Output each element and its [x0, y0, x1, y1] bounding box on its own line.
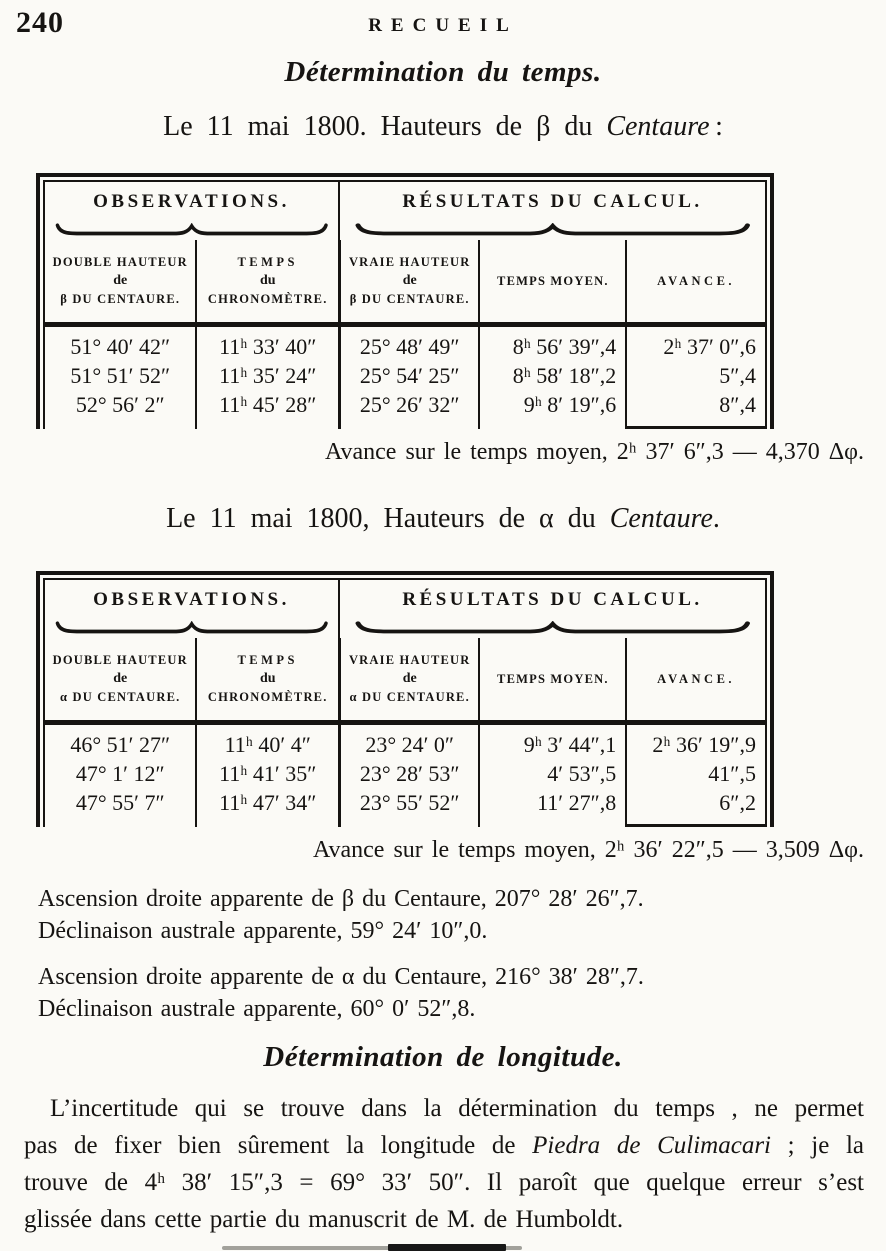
paragraph-line: trouve de 4ʰ 38′ 15″,3 = 69° 33′ 50″. Il paroît que quelque erreur s’est	[24, 1169, 864, 1196]
table-column	[478, 327, 625, 429]
caption-star-name: Centaure	[609, 503, 713, 534]
table-cell: 9ʰ 3′ 44″,1	[523, 732, 617, 757]
table-column	[338, 327, 478, 429]
cutoff-next-line-mark	[388, 1244, 506, 1251]
paragraph-line: pas de fixer bien sûrement la longitude de Piedra de Culimacari ; je la	[24, 1132, 865, 1159]
table-cell: 6″,2	[719, 790, 756, 815]
table-column	[338, 725, 478, 827]
table-cell: 11ʰ 35′ 24″	[219, 363, 317, 388]
table-column	[195, 725, 338, 827]
paragraph-line: glissée dans cette partie du manuscrit de M. de Humboldt.	[24, 1206, 624, 1233]
caption-text: .	[712, 503, 720, 534]
table-cell: 51° 40′ 42″	[70, 334, 171, 359]
column-header-avance: AVANCE.	[625, 240, 765, 322]
table-cell: 2ʰ 37′ 0″,6	[663, 334, 756, 359]
column-header-temps-moyen: TEMPS MOYEN.	[478, 240, 625, 322]
section-heading-time: Détermination du temps.	[284, 56, 602, 88]
group-header-observations: OBSERVATIONS.	[93, 191, 290, 212]
star-positions	[38, 883, 886, 1025]
table-cell: 11ʰ 45′ 28″	[219, 392, 317, 417]
column-header-double-hauteur: DOUBLE HAUTEUR de α DU CENTAURE.	[52, 653, 188, 704]
column-header-vraie-hauteur: VRAIE HAUTEUR de β DU CENTAURE.	[338, 240, 478, 322]
table-column	[45, 327, 195, 429]
group-header-resultats: RÉSULTATS DU CALCUL.	[338, 182, 765, 222]
caption-star-name: Centaure	[606, 111, 710, 142]
group-header-resultats: RÉSULTATS DU CALCUL.	[338, 580, 765, 620]
observations-table-alpha	[36, 571, 774, 827]
group-header-observations: OBSERVATIONS.	[93, 589, 290, 610]
section-heading-longitude: Détermination de longitude.	[263, 1041, 623, 1073]
column-header-temps-moyen: TEMPS MOYEN.	[478, 638, 625, 720]
right-ascension-beta: Ascension droite apparente de β du Centaure, 207° 28′ 26″,7.	[38, 886, 644, 912]
table-cell: 52° 56′ 2″	[75, 392, 165, 417]
table-cell: 41″,5	[708, 761, 756, 786]
table-cell: 25° 54′ 25″	[359, 363, 460, 388]
running-title: RECUEIL	[368, 15, 518, 36]
table-column	[45, 725, 195, 827]
column-header-temps-chronometre: TEMPS du CHRONOMÈTRE.	[195, 240, 338, 322]
table-cell: 11ʰ 33′ 40″	[219, 334, 317, 359]
declination-alpha: Déclinaison australe apparente, 60° 0′ 52″,8.	[38, 996, 476, 1022]
table-cell: 5″,4	[719, 363, 756, 388]
table-cell: 11ʰ 41′ 35″	[219, 761, 317, 786]
table-column-avance	[625, 327, 765, 429]
table-cell: 23° 55′ 52″	[359, 790, 460, 815]
table-cell: 25° 26′ 32″	[359, 392, 460, 417]
table-column	[478, 725, 625, 827]
table-cell: 23° 24′ 0″	[365, 732, 455, 757]
table-cell: 8ʰ 58′ 18″,2	[512, 363, 617, 388]
caption-text: Le 11 mai 1800. Hauteurs de β du	[163, 111, 607, 142]
table-caption	[0, 503, 886, 545]
table-column-avance	[625, 725, 765, 827]
table-frame	[36, 173, 774, 429]
paragraph-line: L’incertitude qui se trouve dans la détermination du temps , ne permet	[50, 1095, 864, 1122]
avance-summary-beta: Avance sur le temps moyen, 2ʰ 37′ 6″,3 — 4,370 Δφ.	[324, 439, 864, 465]
table-cell: 4′ 53″,5	[547, 761, 617, 786]
place-name: Piedra de Culimacari	[532, 1132, 771, 1159]
table-cell: 8ʰ 56′ 39″,4	[512, 334, 617, 359]
table-cell: 11ʰ 40′ 4″	[224, 732, 311, 757]
table-cell: 8″,4	[719, 392, 756, 417]
caption-text: :	[709, 111, 723, 142]
column-header-temps-chronometre: TEMPS du CHRONOMÈTRE.	[195, 638, 338, 720]
table-cell: 51° 51′ 52″	[70, 363, 171, 388]
brace-glyph	[353, 621, 752, 636]
table-cell: 25° 48′ 49″	[359, 334, 460, 359]
caption-text: Le 11 mai 1800, Hauteurs de α du	[166, 503, 610, 534]
table-cell: 11ʰ 47′ 34″	[219, 790, 317, 815]
table-frame	[36, 571, 774, 827]
avance-summary-alpha: Avance sur le temps moyen, 2ʰ 36′ 22″,5 — 3,509 Δφ.	[312, 837, 864, 863]
column-header-avance: AVANCE.	[625, 638, 765, 720]
page-masthead	[0, 6, 886, 42]
observations-table-beta	[36, 173, 774, 429]
table-caption	[0, 111, 886, 153]
column-header-double-hauteur: DOUBLE HAUTEUR de β DU CENTAURE.	[52, 255, 188, 306]
table-cell: 11′ 27″,8	[537, 790, 617, 815]
table-cell: 23° 28′ 53″	[359, 761, 460, 786]
longitude-paragraph	[24, 1090, 864, 1238]
table-cell: 9ʰ 8′ 19″,6	[523, 392, 617, 417]
page-number: 240	[16, 6, 64, 39]
declination-beta: Déclinaison australe apparente, 59° 24′ 10″,0.	[38, 918, 488, 944]
table-cell: 47° 1′ 12″	[75, 761, 165, 786]
brace-glyph	[353, 223, 752, 238]
brace-glyph	[54, 621, 329, 636]
brace-glyph	[54, 223, 329, 238]
table-cell: 46° 51′ 27″	[70, 732, 171, 757]
table-cell: 2ʰ 36′ 19″,9	[652, 732, 756, 757]
right-ascension-alpha: Ascension droite apparente de α du Centaure, 216° 38′ 28″,7.	[38, 964, 644, 990]
table-cell: 47° 55′ 7″	[75, 790, 165, 815]
column-header-vraie-hauteur: VRAIE HAUTEUR de α DU CENTAURE.	[338, 638, 478, 720]
table-column	[195, 327, 338, 429]
